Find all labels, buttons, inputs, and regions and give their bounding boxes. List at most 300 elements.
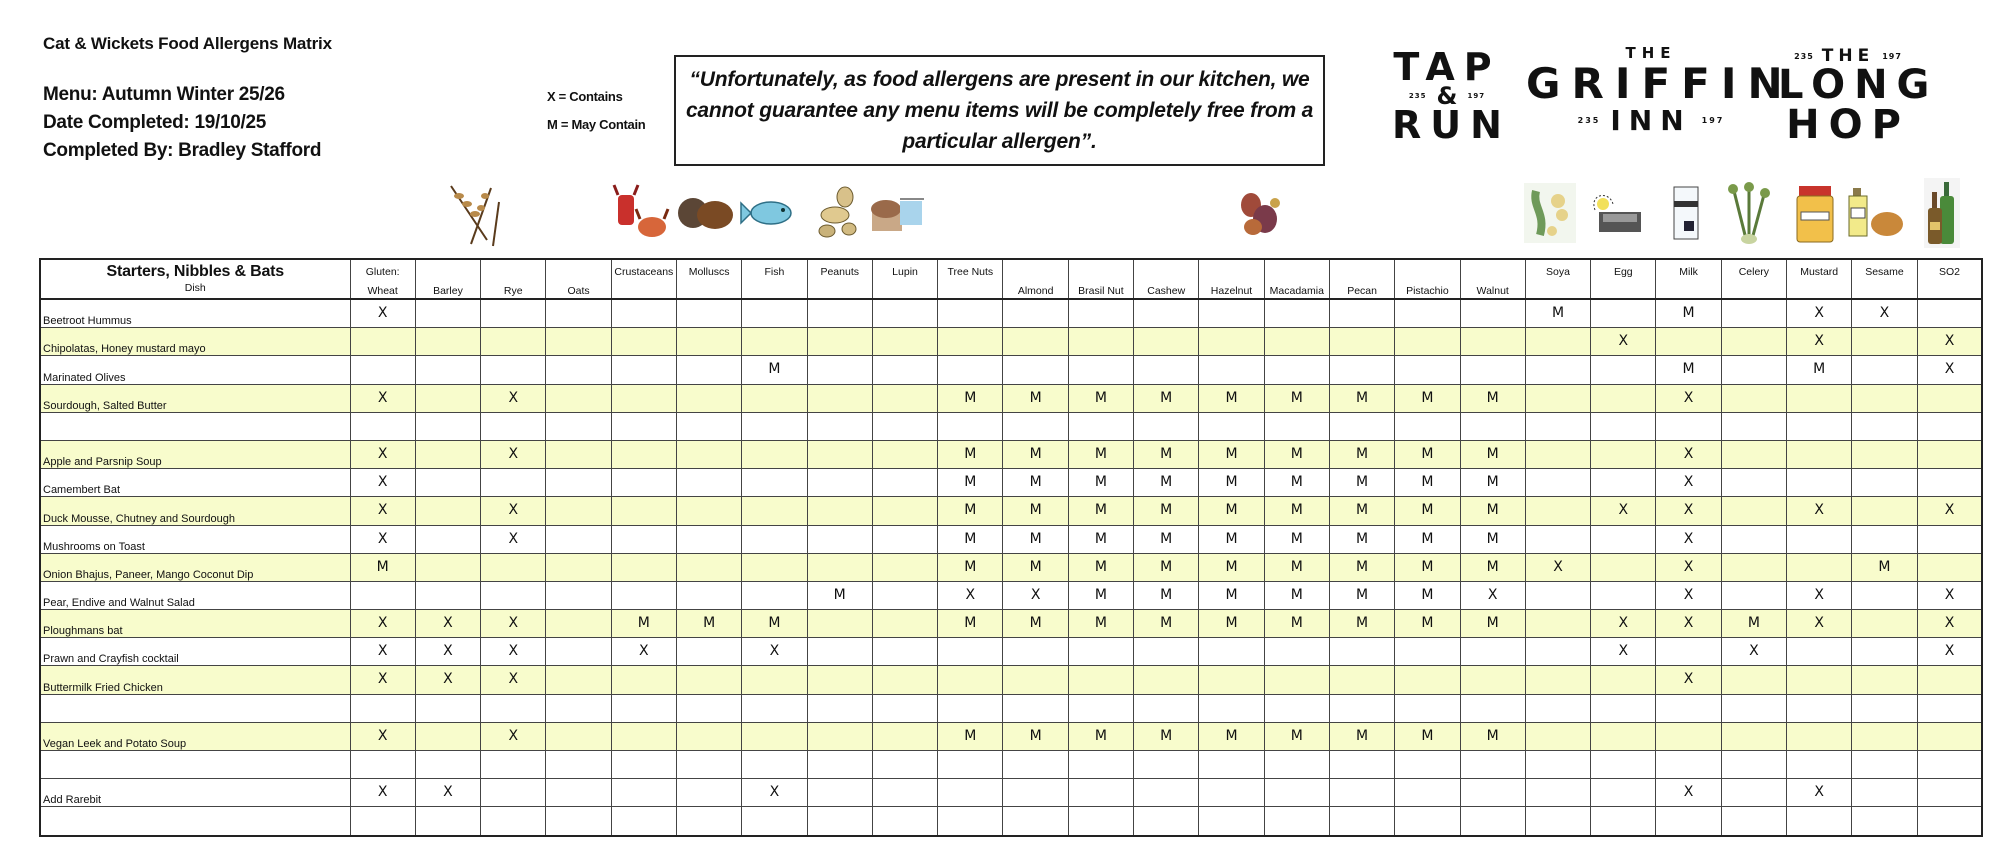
column-header-fish (742, 259, 807, 299)
allergen-cell (1917, 525, 1982, 553)
allergen-mark: X (1683, 530, 1694, 547)
allergen-mark: X (1683, 558, 1694, 575)
allergen-mark: X (377, 305, 388, 321)
allergen-cell (742, 412, 807, 440)
allergen-cell (1525, 722, 1590, 750)
allergen-cell (872, 328, 937, 356)
column-header-so2 (1917, 259, 1982, 299)
allergen-cell (1264, 328, 1329, 356)
allergen-cell (1264, 553, 1329, 581)
allergen-cell (546, 384, 611, 412)
allergen-cell (350, 751, 415, 779)
allergen-mark: X (1814, 586, 1824, 603)
allergen-cell (1134, 525, 1199, 553)
allergen-mark: M (1094, 445, 1107, 462)
table-row (40, 356, 1982, 384)
allergen-mark: M (964, 530, 977, 547)
allergen-mark: X (769, 784, 780, 801)
dish-name-cell (40, 751, 350, 779)
allergen-cell (546, 469, 611, 497)
allergen-cell (350, 722, 415, 750)
allergen-cell (1591, 384, 1656, 412)
allergen-cell (415, 779, 480, 807)
allergen-cell (1460, 299, 1525, 328)
allergen-cell (1591, 525, 1656, 553)
allergen-mark: M (964, 502, 977, 519)
allergen-cell (1591, 412, 1656, 440)
allergen-cell (611, 751, 676, 779)
allergen-cell (415, 553, 480, 581)
allergen-cell (1787, 553, 1852, 581)
allergen-cell (1656, 384, 1721, 412)
allergen-cell (1003, 581, 1068, 609)
allergen-cell (350, 440, 415, 468)
allergen-cell (350, 638, 415, 666)
allergen-mark: X (377, 530, 388, 547)
allergen-cell (676, 299, 741, 328)
allergen-cell (1003, 299, 1068, 328)
allergen-mark: M (1160, 615, 1173, 632)
dish-name-cell: Sourdough, Salted Butter (40, 384, 350, 412)
allergen-mark: X (769, 643, 780, 660)
allergen-mark: M (1356, 558, 1369, 575)
allergen-cell (872, 440, 937, 468)
allergen-cell (1721, 610, 1786, 638)
allergen-mark: X (1683, 389, 1694, 406)
allergen-cell (676, 638, 741, 666)
allergen-cell (1395, 497, 1460, 525)
allergen-cell (1460, 553, 1525, 581)
column-header-barley (415, 259, 480, 299)
column-header-crustaceans (611, 259, 676, 299)
allergen-cell (676, 412, 741, 440)
allergen-cell (1134, 751, 1199, 779)
allergen-cell (350, 779, 415, 807)
allergen-cell (415, 384, 480, 412)
table-row (40, 384, 1982, 412)
allergen-cell (546, 440, 611, 468)
allergen-cell (1395, 469, 1460, 497)
logo-line: TAP (1393, 45, 1501, 89)
allergen-mark: M (1421, 389, 1434, 406)
allergen-cell (1264, 779, 1329, 807)
allergen-cell (1591, 581, 1656, 609)
dish-name-cell: Mushrooms on Toast (40, 525, 350, 553)
allergen-cell (1852, 553, 1917, 581)
allergen-cell (611, 497, 676, 525)
allergen-cell (1917, 497, 1982, 525)
allergen-cell (1721, 525, 1786, 553)
sesame-icon (1846, 178, 1906, 248)
column-header-lupin (872, 259, 937, 299)
allergen-mark: M (1160, 389, 1173, 406)
column-header-bottom-label: Macadamia (1269, 285, 1324, 297)
allergen-cell (1787, 638, 1852, 666)
allergen-mark: M (1225, 445, 1238, 462)
allergen-cell (481, 638, 546, 666)
allergen-mark: M (1029, 727, 1042, 744)
allergen-cell (611, 356, 676, 384)
allergen-cell (1068, 440, 1133, 468)
allergen-mark: M (1094, 389, 1107, 406)
allergen-cell (1917, 581, 1982, 609)
dish-name-cell: Marinated Olives (40, 356, 350, 384)
allergen-mark: X (1683, 474, 1694, 491)
allergen-cell (1525, 751, 1590, 779)
allergen-cell (1003, 666, 1068, 694)
allergen-cell (676, 751, 741, 779)
table-header-row (40, 259, 1982, 299)
allergen-cell (1525, 553, 1590, 581)
allergen-mark: X (1618, 333, 1629, 350)
allergen-cell (1591, 610, 1656, 638)
allergen-cell (1068, 412, 1133, 440)
allergen-cell (938, 638, 1003, 666)
allergen-cell (1264, 356, 1329, 384)
allergen-mark: M (1290, 389, 1303, 406)
allergen-cell (1460, 469, 1525, 497)
allergen-cell (742, 469, 807, 497)
allergen-cell (807, 525, 872, 553)
allergen-matrix-table (39, 258, 1983, 837)
dish-name-cell: Beetroot Hummus (40, 299, 350, 328)
allergen-cell (1460, 328, 1525, 356)
allergen-cell (1787, 751, 1852, 779)
allergen-cell (1917, 299, 1982, 328)
allergen-mark: X (1683, 615, 1694, 632)
column-header-tree-nuts (938, 259, 1003, 299)
column-header-top-label: Tree Nuts (947, 266, 994, 278)
allergen-cell (546, 525, 611, 553)
allergen-mark: X (377, 643, 388, 660)
allergen-cell (1656, 751, 1721, 779)
allergen-cell (1199, 807, 1264, 836)
allergen-cell (1329, 384, 1394, 412)
allergen-cell (1591, 440, 1656, 468)
allergen-cell (938, 581, 1003, 609)
allergen-cell (611, 384, 676, 412)
allergen-cell (1852, 779, 1917, 807)
allergen-cell (1068, 666, 1133, 694)
column-header-bottom-label: Rye (503, 285, 523, 297)
allergen-cell (1460, 384, 1525, 412)
allergen-cell (1003, 356, 1068, 384)
allergen-mark: X (377, 502, 388, 519)
allergen-cell (1003, 553, 1068, 581)
allergen-cell (676, 469, 741, 497)
column-header-bottom-label: Barley (433, 285, 463, 297)
allergen-cell (1329, 440, 1394, 468)
column-header-bottom-label: Walnut (1476, 285, 1509, 297)
column-header-sesame (1852, 259, 1917, 299)
allergen-cell (1591, 722, 1656, 750)
column-header-top-label: Egg (1613, 266, 1633, 278)
allergen-cell (1852, 356, 1917, 384)
allergen-cell (546, 807, 611, 836)
allergen-cell (1068, 525, 1133, 553)
logo-line: & (1436, 82, 1458, 110)
allergen-cell (1395, 722, 1460, 750)
allergen-mark: X (1683, 671, 1694, 688)
allergen-cell (1264, 751, 1329, 779)
table-row (40, 610, 1982, 638)
allergen-cell (1787, 299, 1852, 328)
allergen-mark: M (1486, 502, 1499, 519)
allergen-cell (611, 525, 676, 553)
allergen-cell (938, 694, 1003, 722)
table-row (40, 666, 1982, 694)
allergen-cell (1329, 299, 1394, 328)
column-header-celery (1721, 259, 1786, 299)
allergen-mark: X (377, 671, 388, 688)
allergen-mark: M (1160, 558, 1173, 575)
allergen-cell (1395, 610, 1460, 638)
allergen-cell (546, 328, 611, 356)
allergen-cell (1134, 299, 1199, 328)
allergen-cell (938, 525, 1003, 553)
allergen-cell (1591, 356, 1656, 384)
column-header-top-label: Peanuts (820, 266, 859, 278)
allergen-mark: M (1029, 389, 1042, 406)
allergen-mark: X (639, 643, 649, 660)
allergen-cell (1525, 497, 1590, 525)
allergen-cell (1721, 751, 1786, 779)
allergen-cell (1460, 638, 1525, 666)
allergen-cell (1003, 412, 1068, 440)
allergen-mark: M (964, 445, 977, 462)
column-header-bottom-label: Pecan (1347, 285, 1377, 297)
allergen-cell (1656, 779, 1721, 807)
table-row (40, 807, 1982, 836)
column-header-oats (546, 259, 611, 299)
allergen-cell (1721, 412, 1786, 440)
allergen-cell (350, 469, 415, 497)
allergen-mark: M (1356, 727, 1369, 744)
allergen-mark: M (1290, 558, 1303, 575)
allergen-cell (1852, 328, 1917, 356)
allergen-cell (1591, 751, 1656, 779)
allergen-mark: M (1421, 474, 1434, 491)
logo-small-number: 235 (1577, 116, 1601, 125)
allergen-cell (481, 751, 546, 779)
mustard-icon (1790, 178, 1840, 248)
allergen-mark: M (768, 615, 781, 632)
allergen-mark: M (1486, 530, 1499, 547)
allergen-cell (1721, 666, 1786, 694)
allergen-mark: M (1290, 530, 1303, 547)
legend-contains: X = Contains (547, 89, 623, 104)
allergen-cell (676, 581, 741, 609)
allergen-cell (415, 694, 480, 722)
allergen-cell (1656, 638, 1721, 666)
allergen-cell (1395, 525, 1460, 553)
allergen-mark: M (1878, 558, 1891, 575)
allergen-cell (1068, 694, 1133, 722)
allergen-cell (1003, 779, 1068, 807)
allergen-cell (1917, 412, 1982, 440)
allergen-cell (1264, 722, 1329, 750)
column-header-top-label: Soya (1546, 266, 1570, 278)
allergen-mark: X (1683, 445, 1694, 462)
allergen-cell (872, 553, 937, 581)
allergen-cell (1134, 779, 1199, 807)
allergen-cell (676, 610, 741, 638)
allergen-mark: X (508, 643, 519, 660)
allergen-cell (1721, 694, 1786, 722)
allergen-cell (481, 722, 546, 750)
allergen-cell (1787, 497, 1852, 525)
allergen-cell (1395, 440, 1460, 468)
logo-line: THE (1625, 44, 1677, 62)
allergen-cell (1329, 610, 1394, 638)
allergen-cell (1852, 666, 1917, 694)
allergen-cell (350, 525, 415, 553)
allergen-cell (872, 581, 937, 609)
allergen-cell (1721, 581, 1786, 609)
allergen-cell (872, 779, 937, 807)
allergen-cell (938, 299, 1003, 328)
allergen-cell (1199, 553, 1264, 581)
allergen-cell (1460, 694, 1525, 722)
allergen-mark: X (1879, 305, 1890, 321)
allergen-cell (1852, 440, 1917, 468)
allergen-cell (1264, 412, 1329, 440)
allergen-mark: M (1421, 615, 1434, 632)
allergen-cell (742, 610, 807, 638)
allergen-cell (350, 384, 415, 412)
allergen-cell (807, 469, 872, 497)
allergen-cell (1460, 751, 1525, 779)
allergen-mark: X (1683, 502, 1694, 519)
allergen-cell (872, 412, 937, 440)
allergen-cell (481, 779, 546, 807)
allergen-mark: X (1944, 643, 1955, 660)
allergen-cell (1068, 356, 1133, 384)
allergen-cell (1460, 525, 1525, 553)
allergen-cell (1329, 469, 1394, 497)
allergen-cell (546, 581, 611, 609)
allergen-mark: M (376, 558, 389, 575)
allergen-mark: M (1290, 615, 1303, 632)
allergen-cell (350, 581, 415, 609)
allergen-mark: X (965, 586, 976, 603)
allergen-cell (1199, 497, 1264, 525)
logo-small-number: 197 (1467, 91, 1486, 100)
dish-name-cell: Prawn and Crayfish cocktail (40, 638, 350, 666)
allergen-mark: X (1487, 586, 1498, 603)
allergen-cell (1852, 525, 1917, 553)
allergen-cell (611, 694, 676, 722)
allergen-cell (1787, 469, 1852, 497)
allergen-mark: X (1030, 586, 1041, 603)
allergen-mark: M (1290, 586, 1303, 603)
allergen-cell (1134, 694, 1199, 722)
allergen-cell (1329, 412, 1394, 440)
allergen-cell (742, 666, 807, 694)
allergen-cell (546, 722, 611, 750)
allergen-cell (676, 525, 741, 553)
allergen-mark: M (1551, 305, 1565, 321)
allergen-cell (1068, 328, 1133, 356)
allergen-mark: X (377, 784, 388, 801)
allergen-cell (1395, 412, 1460, 440)
allergen-cell (481, 807, 546, 836)
dish-name-cell: Onion Bhajus, Paneer, Mango Coconut Dip (40, 553, 350, 581)
allergen-cell (1329, 807, 1394, 836)
allergen-cell (1591, 666, 1656, 694)
allergen-cell (611, 412, 676, 440)
allergen-cell (1787, 356, 1852, 384)
allergen-cell (1003, 722, 1068, 750)
allergen-cell (1917, 440, 1982, 468)
allergen-mark: M (1421, 530, 1434, 547)
logo-small-number: 235 (1794, 51, 1814, 61)
sulphites-icon (1920, 178, 1964, 248)
column-header-bottom-label: Almond (1017, 285, 1054, 297)
allergen-mark: M (1094, 586, 1107, 603)
allergen-mark: M (1029, 502, 1042, 519)
allergen-mark: M (1160, 502, 1173, 519)
allergen-mark: M (1486, 389, 1499, 406)
allergen-cell (611, 610, 676, 638)
allergen-cell (807, 328, 872, 356)
allergen-mark: M (1356, 530, 1369, 547)
allergen-cell (938, 779, 1003, 807)
allergen-mark: X (1944, 586, 1955, 603)
allergen-cell (1787, 722, 1852, 750)
table-row (40, 694, 1982, 722)
allergen-cell (350, 299, 415, 328)
allergen-cell (676, 807, 741, 836)
table-row (40, 638, 1982, 666)
allergen-cell (938, 328, 1003, 356)
allergen-cell (1852, 299, 1917, 328)
allergen-cell (1721, 328, 1786, 356)
allergen-cell (415, 610, 480, 638)
allergen-mark: X (1944, 615, 1955, 632)
allergen-cell (1395, 356, 1460, 384)
allergen-cell (1917, 469, 1982, 497)
allergen-cell (807, 638, 872, 666)
allergen-cell (1917, 328, 1982, 356)
allergen-cell (1329, 666, 1394, 694)
allergen-mark: X (1944, 361, 1955, 378)
fish-icon (738, 178, 800, 248)
allergen-cell (1787, 525, 1852, 553)
table-row (40, 299, 1982, 328)
allergen-cell (1199, 384, 1264, 412)
allergen-cell (742, 751, 807, 779)
allergen-mark: M (1356, 615, 1369, 632)
column-header-almond (1003, 259, 1068, 299)
allergen-cell (1395, 384, 1460, 412)
allergen-cell (742, 807, 807, 836)
allergen-mark: X (377, 445, 388, 462)
allergen-cell (1917, 779, 1982, 807)
column-header-rye (481, 259, 546, 299)
column-header-mustard (1787, 259, 1852, 299)
allergen-cell (1134, 497, 1199, 525)
allergen-cell (1852, 722, 1917, 750)
allergen-cell (1003, 328, 1068, 356)
allergen-cell (1656, 440, 1721, 468)
allergen-mark: M (1094, 530, 1107, 547)
allergen-mark: X (1618, 615, 1629, 632)
allergen-cell (1917, 356, 1982, 384)
allergen-cell (807, 384, 872, 412)
allergen-mark: X (508, 530, 519, 547)
column-header-top-label: Sesame (1865, 266, 1904, 278)
